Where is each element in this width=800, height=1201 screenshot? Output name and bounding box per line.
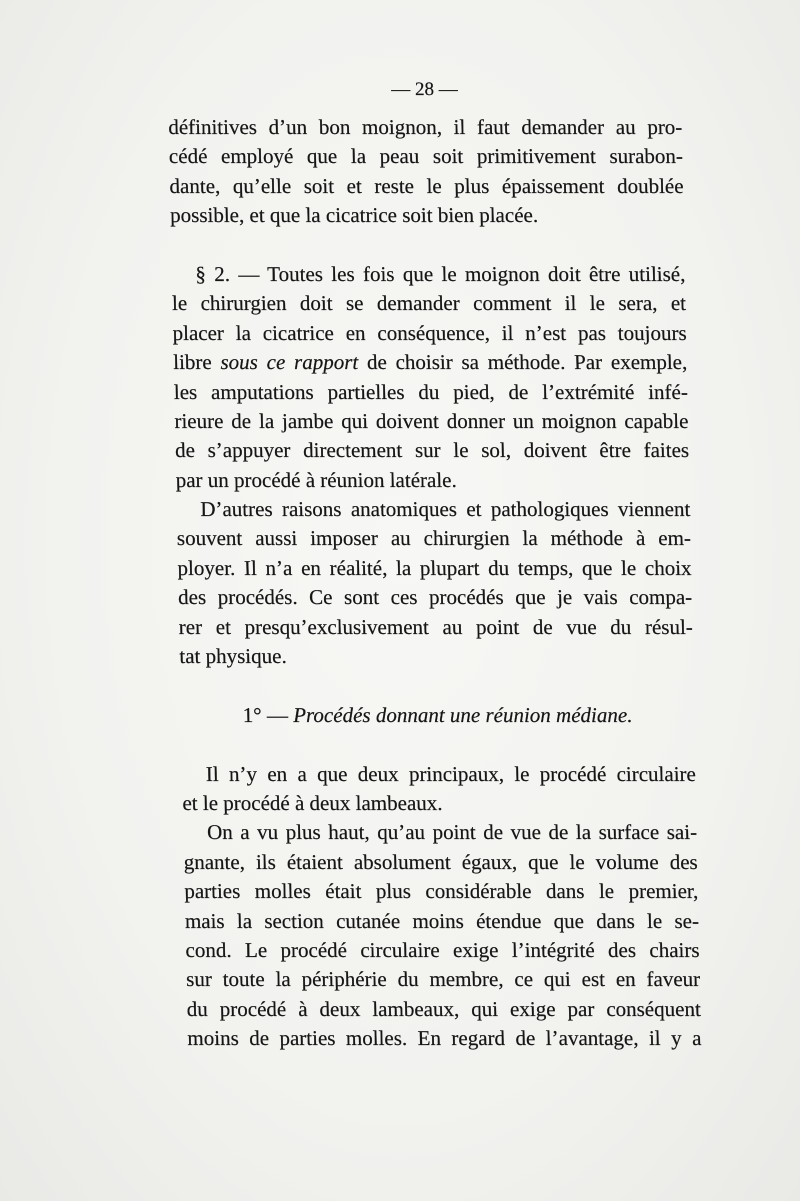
text-line: cond. Le procédé circulaire exige l’intégrité des chairs (185, 937, 700, 962)
text-line: cédé employé que la peau soit primitivement surabon- (168, 144, 684, 169)
text-line: souvent aussi imposer au chirurgien la méthode à em- (176, 526, 692, 551)
text-line: définitives d’un bon moignon, il faut demander au pro- (168, 115, 683, 139)
italic-phrase: sous ce rapport (220, 350, 359, 375)
paragraph-1 (168, 113, 684, 231)
text-line: placer la cicatrice en conséquence, il n’est pas toujours (172, 320, 687, 345)
text-line: des procédés. Ce sont ces procédés que je vais compa- (177, 585, 693, 610)
text-segment: libre (172, 350, 221, 375)
paragraph-5 (183, 818, 702, 1053)
text-line: moins de parties molles. En regard de l’avantage, il y a (187, 1026, 702, 1051)
text-line: possible, et que la cicatrice soit bien placée. (169, 203, 539, 228)
text-line: rieure de la jambe qui doivent donner un moignon capable (174, 408, 689, 433)
text-line: de s’appuyer directement sur le sol, doivent être faites (174, 438, 690, 463)
text-column (168, 79, 702, 1054)
heading-title: Procédés donnant une réunion médiane. (292, 702, 633, 727)
text-segment: de choisir sa méthode. Par exemple, (357, 350, 688, 375)
paragraph-4 (182, 760, 697, 819)
blank-line (180, 671, 695, 700)
blank-line (170, 231, 685, 260)
text-line: gnante, ils étaient absolument égaux, que le volume des (183, 849, 698, 874)
blank-line (181, 730, 696, 759)
heading-number: 1° — (242, 702, 289, 727)
text-line: sur toute la périphérie du membre, ce qui est en faveur (185, 967, 701, 992)
paragraph-3 (176, 495, 694, 671)
text-line: § 2. — Toutes les fois que le moignon doit être utilisé, (195, 261, 686, 286)
text-line: mais la section cutanée moins étendue que dans le se- (184, 908, 700, 933)
text-line: ployer. Il n’a en réalité, la plupart du temps, que le choix (177, 555, 692, 580)
section-heading (180, 701, 695, 730)
text-line: D’autres raisons anatomiques et pathologiques viennent (200, 497, 691, 522)
text-line: le chirurgien doit se demander comment il le sera, et (171, 291, 687, 316)
text-line (173, 348, 688, 377)
text-line: parties molles était plus considérable dans le premier, (184, 879, 699, 904)
text-line: dante, qu’elle soit et reste le plus épaissement doublée (169, 173, 684, 198)
text-line: par un procédé à réunion latérale. (175, 467, 457, 492)
text-line: rer et presqu’exclusivement au point de vue du résul- (178, 614, 694, 639)
text-line: et le procédé à deux lambeaux. (182, 790, 443, 815)
text-line: du procédé à deux lambeaux, qui exige par conséquent (186, 996, 702, 1021)
page-number: — 28 — (391, 79, 458, 101)
paragraph-2 (171, 260, 690, 495)
text-line: tat physique. (179, 644, 287, 669)
text-line: les amputations partielles du pied, de l’extrémité infé- (173, 379, 689, 404)
text-line: On a vu plus haut, qu’au point de vue de la surface sai- (206, 820, 698, 845)
text-line: Il n’y en a que deux principaux, le procédé circulaire (205, 761, 697, 786)
